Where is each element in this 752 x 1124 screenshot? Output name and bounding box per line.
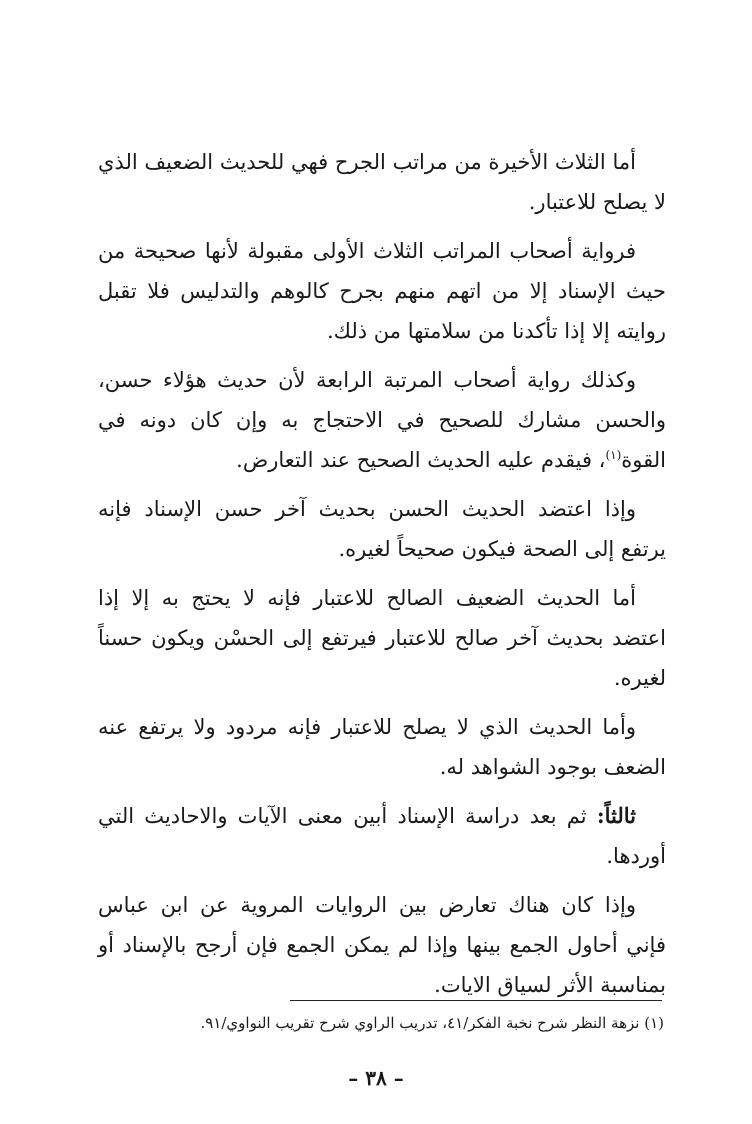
paragraph-4 xyxy=(98,489,666,569)
paragraph-7-text: ثم بعد دراسة الإسناد أبين معنى الآيات والاحاديث التي أوردها. xyxy=(98,804,666,868)
paragraph-5-text: أما الحديث الضعيف الصالح للاعتبار فإنه لا يحتج به إلا إذا اعتضد بحديث آخر صالح للاعتبار فيرتفع إلى الحسْن ويكون حسناً لغيره. xyxy=(98,586,666,690)
footnote: (١) نزهة النظر شرح نخبة الفكر/٤١، تدريب الراوي شرح تقريب النواوي/٩١. xyxy=(200,1014,664,1032)
footnote-marker: (١) xyxy=(605,448,622,462)
paragraph-7-lead: ثالثاً: xyxy=(596,803,636,828)
paragraph-6 xyxy=(98,707,666,787)
paragraph-4-text: وإذا اعتضد الحديث الحسن بحديث آخر حسن الإسناد فإنه يرتفع إلى الصحة فيكون صحيحاً لغيره. xyxy=(98,497,666,561)
paragraph-2 xyxy=(98,231,666,351)
paragraph-6-text: وأما الحديث الذي لا يصلح للاعتبار فإنه مردود ولا يرتفع عنه الضعف بوجود الشواهد له. xyxy=(98,715,666,779)
paragraph-3-text: وكذلك رواية أصحاب المرتبة الرابعة لأن حديث هؤلاء حسن، والحسن مشارك للصحيح في الاحتجاج به وإن كان دونه في القوة xyxy=(98,368,666,472)
paragraph-1 xyxy=(98,142,666,222)
paragraph-2-text: فرواية أصحاب المراتب الثلاث الأولى مقبولة لأنها صحيحة من حيث الإسناد إلا من اتهم منهم بجرح كالوهم والتدليس فلا تقبل روايته إلا إذا تأكدنا من سلامتها من ذلك. xyxy=(98,239,666,343)
paragraph-8-text: وإذا كان هناك تعارض بين الروايات المروية عن ابن عباس فإني أحاول الجمع بينها وإذا لم يمكن الجمع فإن أرجح بالإسناد أو بمناسبة الأثر لسياق الايات. xyxy=(98,893,666,997)
paragraph-8 xyxy=(98,885,666,1005)
page-number: – ٣٨ – xyxy=(348,1066,404,1090)
paragraph-5 xyxy=(98,578,666,698)
paragraph-7 xyxy=(98,796,666,876)
paragraph-3 xyxy=(98,360,666,480)
body-text xyxy=(98,142,666,1014)
paragraph-3-tail: ، فيقدم عليه الحديث الصحيح عند التعارض. xyxy=(236,448,606,472)
paragraph-1-text: أما الثلاث الأخيرة من مراتب الجرح فهي للحديث الضعيف الذي لا يصلح للاعتبار. xyxy=(98,150,666,214)
footnote-divider xyxy=(290,1000,662,1001)
